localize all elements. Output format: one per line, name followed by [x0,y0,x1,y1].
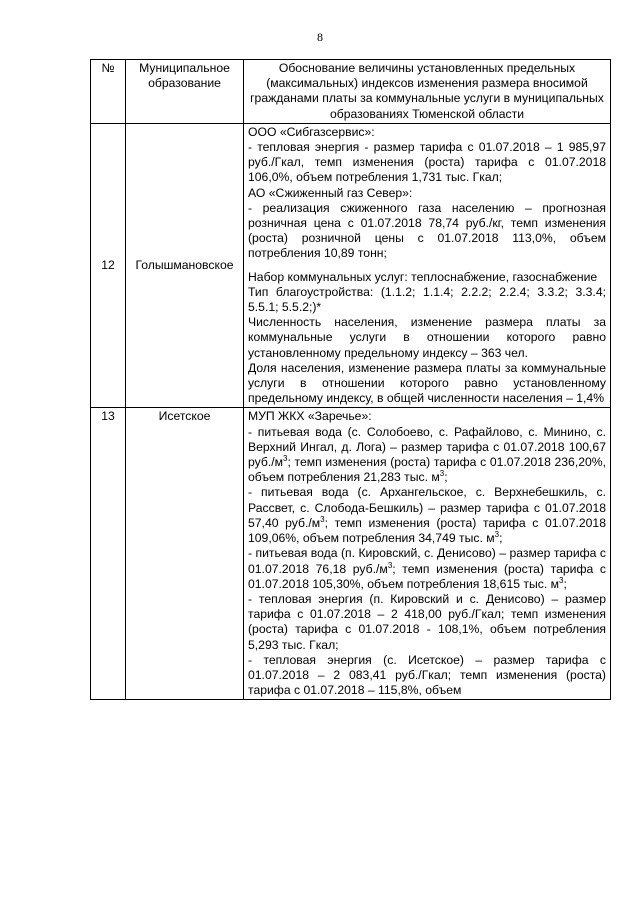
paragraph: - питьевая вода (с. Архангельское, с. Верхнебешкиль, с. Рассвет, с. Слобода-Бешкиль) – размер тарифа с 01.07.2018 57,40 $руб./м^3$; темп изменения (роста) тарифа с 01.07.2018 109,06%, объем потребления 34,749 тыс. $м^3$; [248,485,606,546]
paragraph: Доля населения, изменение размера платы за коммунальные услуги в отношении которого равно установленному предельному индексу, в общей численности населения – 1,4% [248,360,606,406]
row-justification [244,123,611,408]
paragraph: ООО «Сибгазсервис»: [248,124,375,139]
tariff-table [90,59,611,700]
table-row [91,408,611,700]
paragraph: - тепловая энергия (п. Кировский и с. Денисово) – размер тарифа с 01.07.2018 – 2 418,00 руб./Гкал; темп изменения (роста) тарифа с 01.07.2018 - 108,1%, объем потребления 5,293 тыс. Гкал; [248,591,606,652]
row-number: 13 [91,408,126,700]
spacer [248,262,606,270]
paragraph: Тип благоустройства: (1.1.2; 1.1.4; 2.2.2; 2.2.4; 3.3.2; 3.3.4; 5.5.1; 5.5.2;)* [248,284,606,315]
page-number: 8 [317,30,323,44]
row-municipality: Голышмановское [126,123,244,408]
paragraph: МУП ЖКХ «Заречье»: [248,409,372,424]
paragraph: - тепловая энергия - размер тарифа с 01.07.2018 – 1 985,97 руб./Гкал, темп изменения (роста) тарифа с 01.07.2018 106,0%, объем потребления 1,731 тыс. Гкал; [248,140,606,185]
row-number: 12 [91,123,126,408]
table-header-row [91,60,611,124]
table-row [91,123,611,408]
paragraph: Численность населения, изменение размера платы за коммунальные услуги в отношении которого равно установленному предельному индексу – 363 чел. [248,315,606,360]
paragraph: - реализация сжиженного газа населению – прогнозная розничная цена с 01.07.2018 78,74 руб./кг, темп изменения (роста) розничной цены с 01.07.2018 113,0%, объем потребления 10,89 тонн; [248,200,606,261]
paragraph: - питьевая вода (с. Солобоево, с. Рафайлово, с. Минино, с. Верхний Ингал, д. Лога) – размер тарифа с 01.07.2018 100,67 $руб./м^3$; темп изменения (роста) тарифа с 01.07.2018 236,20%, объем потребления 21,283 тыс. $м^3$; [248,424,606,485]
paragraph: АО «Сжиженный газ Север»: [248,185,413,200]
row-municipality: Исетское [126,408,244,700]
header-municipality: Муниципальное образование [126,60,244,124]
row-justification [244,408,611,700]
paragraph: Набор коммунальных услуг: теплоснабжение, газоснабжение [248,269,598,284]
paragraph: - питьевая вода (п. Кировский, с. Денисово) – размер тарифа с 01.07.2018 76,18 $руб./м^3$; темп изменения (роста) тарифа с 01.07.2018 105,30%, объем потребления 18,615 тыс. $м^3$; [248,546,606,591]
header-num: № [91,60,126,124]
paragraph: - тепловая энергия (с. Исетское) – размер тарифа с 01.07.2018 – 2 083,41 руб./Гкал; темп изменения (роста) тарифа с 01.07.2018 – 115,8%, объем [248,652,606,698]
header-justification: Обоснование величины установленных предельных (максимальных) индексов изменения размера вносимой гражданами платы за коммунальные услуги в муниципальных образованиях Тюменской области [244,60,611,124]
